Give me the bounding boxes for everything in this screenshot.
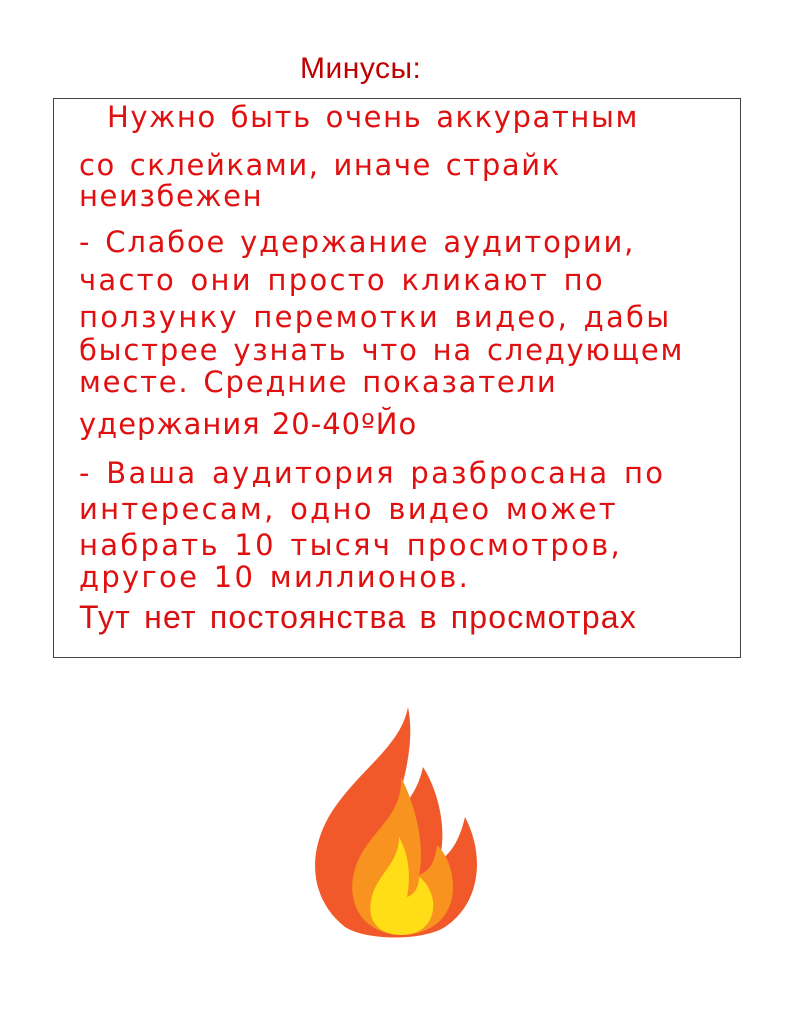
fire-icon — [305, 705, 485, 940]
text-line: - Слабое удержание аудитории, — [79, 225, 636, 259]
text-line-emphasis: Тут нет постоянства в просмотрах — [79, 599, 638, 635]
text-line: Нужно быть очень аккуратным — [107, 100, 639, 134]
text-line: интересам, одно видео может — [79, 492, 618, 526]
text-line: месте. Средние показатели — [79, 365, 558, 399]
text-line: со склейками, иначе страйк — [79, 148, 561, 182]
text-line: неизбежен — [79, 179, 264, 213]
page-title: Минусы: — [300, 52, 422, 85]
text-line: быстрее узнать что на следующем — [79, 333, 685, 367]
text-line: часто они просто кликают по — [79, 263, 605, 297]
text-line: другое 10 миллионов. — [79, 560, 471, 594]
text-line: набрать 10 тысяч просмотров, — [79, 528, 623, 562]
text-line: - Ваша аудитория разбросана по — [79, 456, 666, 490]
text-line: удержания 20-40ºЙо — [79, 407, 418, 441]
text-line: ползунку перемотки видео, дабы — [79, 300, 672, 334]
